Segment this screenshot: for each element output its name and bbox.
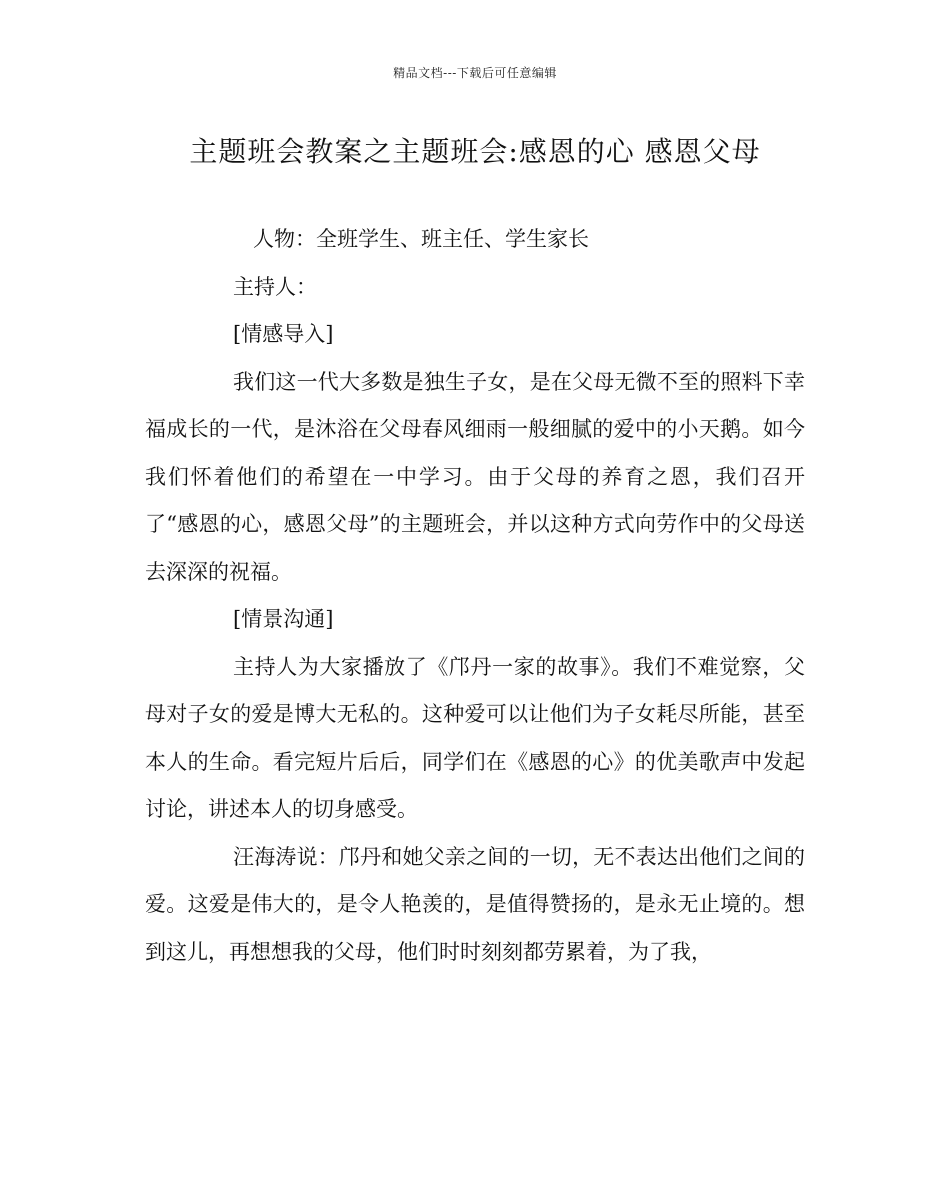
document-title: 主题班会教案之主题班会:感恩的心 感恩父母: [189, 135, 761, 168]
section-heading-emotion-intro: [情感导入]: [233, 322, 334, 346]
paragraph-student-speech: 汪海涛说：邝丹和她父亲之间的一切，无不表达出他们之间的爱。这爱是伟大的，是令人艳羡的，是值得赞扬的，是永无止境的。想到这儿，再想想我的父母，他们时时刻刻都劳累着，为了我，: [145, 844, 805, 964]
host-line: 主持人：: [233, 274, 317, 299]
paragraph-video-story: 主持人为大家播放了《邝丹一家的故事》。我们不难觉察，父母对子女的爱是博大无私的。这种爱可以让他们为子女耗尽所能，甚至本人的生命。看完短片后后，同学们在《感恩的心》的优美歌声中发起讨论，讲述本人的切身感受。: [145, 654, 805, 821]
paragraph-intro: 我们这一代大多数是独生子女，是在父母无微不至的照料下幸福成长的一代，是沐浴在父母春风细雨一般细腻的爱中的小天鹅。如今我们怀着他们的希望在一中学习。由于父母的养育之恩，我们召开了“感恩的心，感恩父母”的主题班会，并以这种方式向劳作中的父母送去深深的祝福。: [145, 369, 805, 584]
section-heading-scene-communication: [情景沟通]: [233, 607, 334, 631]
roles-line: 人物：全班学生、班主任、学生家长: [253, 227, 589, 251]
document-body: [145, 216, 805, 976]
header-note: 精品文档---下载后可任意编辑: [393, 66, 557, 80]
